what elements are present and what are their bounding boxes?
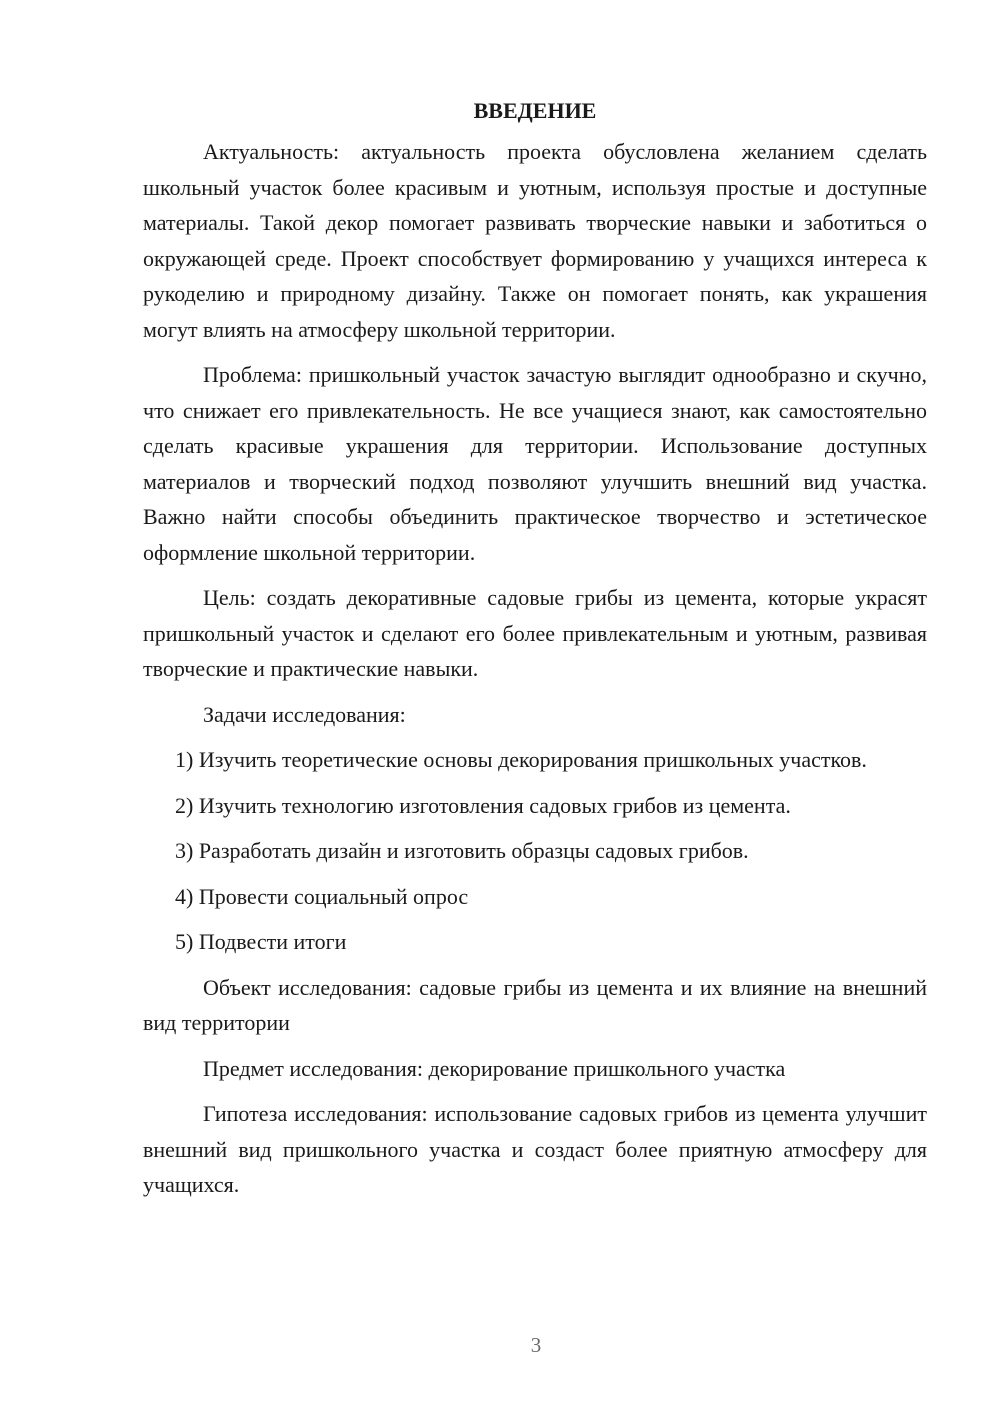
section-heading: ВВЕДЕНИЕ <box>473 98 597 123</box>
paragraph-relevance: Актуальность: актуальность проекта обусловлена желанием сделать школьный участок более красивым и уютным, используя простые и доступные материалы. Такой декор помогает развивать творческие навыки и заботиться о окружающей среде. Проект способствует формированию у учащихся интереса к рукоделию и природному дизайну. Также он помогает понять, как украшения могут влиять на атмосферу школьной территории. <box>143 139 927 342</box>
paragraph-goal: Цель: создать декоративные садовые грибы из цемента, которые украсят пришкольный участок и сделают его более привлекательным и уютным, развивая творческие и практические навыки. <box>143 585 927 681</box>
paragraph-subject: Предмет исследования: декорирование пришкольного участка <box>203 1055 786 1081</box>
paragraph-object: Объект исследования: садовые грибы из цемента и их влияние на внешний вид территории <box>143 974 927 1035</box>
paragraph-hypothesis: Гипотеза исследования: использование садовых грибов из цемента улучшит внешний вид пришкольного участка и создаст более приятную атмосферу для учащихся. <box>143 1101 927 1197</box>
page-number: 3 <box>530 1333 542 1357</box>
task-item-1: 1) Изучить теоретические основы декорирования пришкольных участков. <box>175 747 867 772</box>
task-item-4: 4) Провести социальный опрос <box>175 883 469 909</box>
task-item-2: 2) Изучить технологию изготовления садовых грибов из цемента. <box>175 792 791 818</box>
task-item-5: 5) Подвести итоги <box>175 929 347 954</box>
paragraph-problem: Проблема: пришкольный участок зачастую выглядит однообразно и скучно, что снижает его привлекательность. Не все учащиеся знают, как самостоятельно сделать красивые украшения для территории. Использование доступных материалов и творческий подход позволяют улучшить внешний вид участка. Важно найти способы объединить практическое творчество и эстетическое оформление школьной территории. <box>143 362 927 565</box>
paragraph-tasks-title: Задачи исследования: <box>203 701 406 727</box>
task-item-3: 3) Разработать дизайн и изготовить образцы садовых грибов. <box>175 838 749 863</box>
document-page <box>143 93 927 1213</box>
